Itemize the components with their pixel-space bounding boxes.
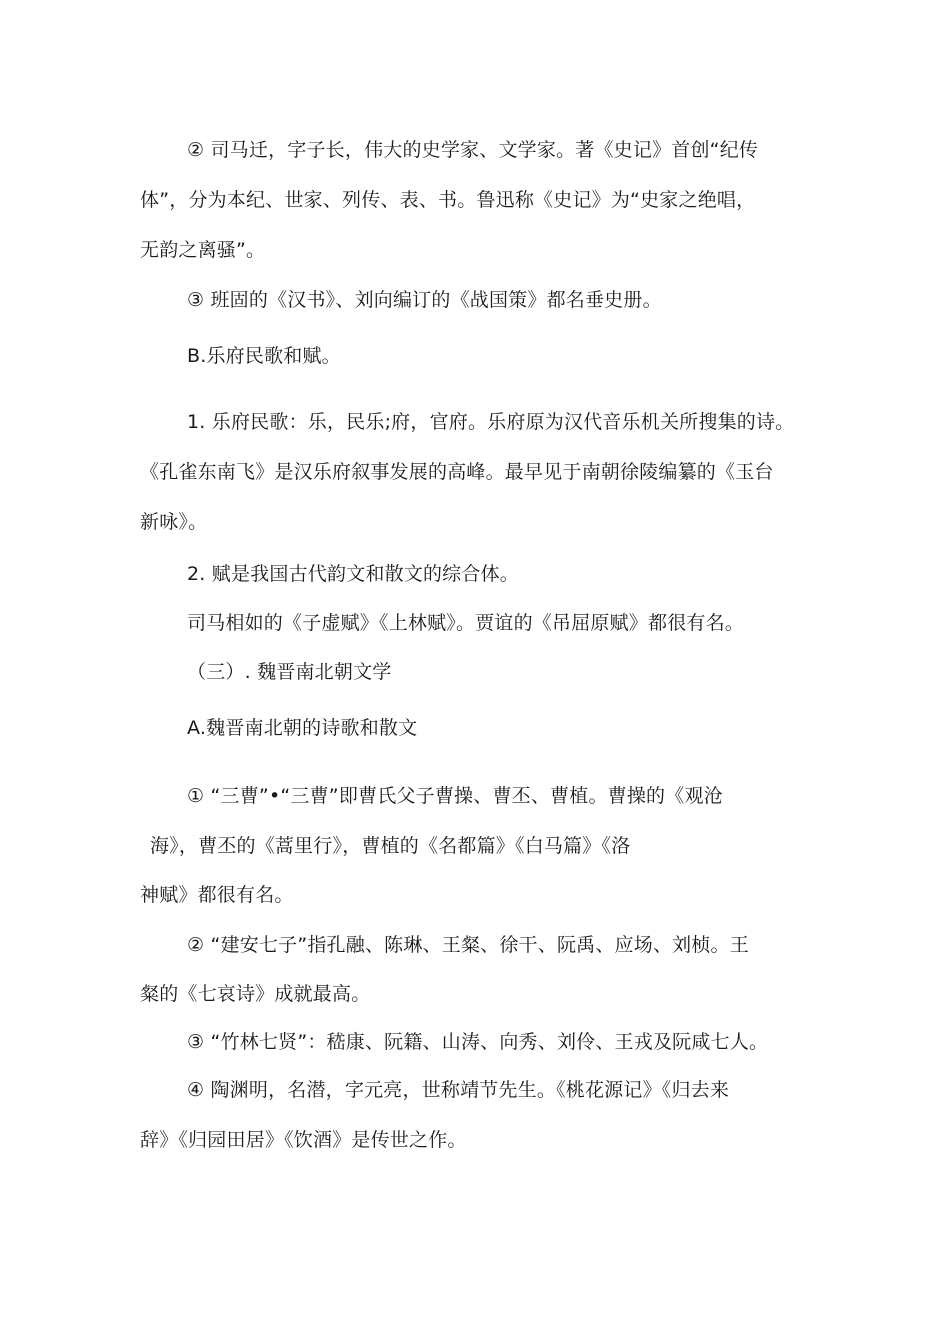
- text-line-taoyuanming-2: 辞》《归园田居》《饮酒》是传世之作。: [140, 1129, 467, 1151]
- section-heading-weijin: （三）. 魏晋南北朝文学: [187, 661, 392, 683]
- text-line-sima-qian-2: 体”，分为本纪、世家、列传、表、书。鲁迅称《史记》为“史家之绝唱，: [140, 189, 756, 211]
- text-line-taoyuanming-1: ④ 陶渊明，名潜，字元亮，世称靖节先生。《桃花源记》《归去来: [187, 1079, 730, 1101]
- text-line-sima-qian-1: ② 司马迁，字子长，伟大的史学家、文学家。著《史记》首创“纪传: [187, 139, 759, 161]
- text-line-sancao-3: 神赋》都很有名。: [140, 884, 294, 906]
- section-heading-poetry-prose: A.魏晋南北朝的诗歌和散文: [187, 717, 418, 739]
- section-heading-yuefu: B.乐府民歌和赋。: [187, 345, 341, 367]
- text-line-yuefu-3: 新咏》。: [140, 511, 208, 533]
- text-line-fu-2: 司马相如的《子虚赋》《上林赋》。贾谊的《吊屈原赋》都很有名。: [187, 612, 745, 634]
- text-line-zhulin: ③ “竹林七贤”：嵇康、阮籍、山涛、向秀、刘伶、王戎及阮咸七人。: [187, 1031, 769, 1053]
- text-line-jianan-1: ② “建安七子”指孔融、陈琳、王粲、徐干、阮禹、应场、刘桢。王: [187, 934, 749, 956]
- text-line-sima-qian-3: 无韵之离骚”。: [140, 239, 266, 261]
- text-line-sancao-1: ① “三曹”•“三曹”即曹氏父子曹操、曹丕、曹植。曹操的《观沧: [187, 785, 723, 807]
- text-line-fu-1: 2. 赋是我国古代韵文和散文的综合体。: [187, 563, 519, 585]
- text-line-sancao-2: 海》，曹丕的《蒿里行》，曹植的《名都篇》《白马篇》《洛: [150, 835, 631, 857]
- text-line-yuefu-1: 1. 乐府民歌：乐，民乐;府，官府。乐府原为汉代音乐机关所搜集的诗。: [187, 411, 795, 433]
- text-line-bangu: ③ 班固的《汉书》、刘向编订的《战国策》都名垂史册。: [187, 289, 662, 311]
- text-line-jianan-2: 粲的《七哀诗》成就最高。: [140, 983, 371, 1005]
- text-line-yuefu-2: 《孔雀东南飞》是汉乐府叙事发展的高峰。最早见于南朝徐陵编纂的《玉台: [140, 461, 774, 483]
